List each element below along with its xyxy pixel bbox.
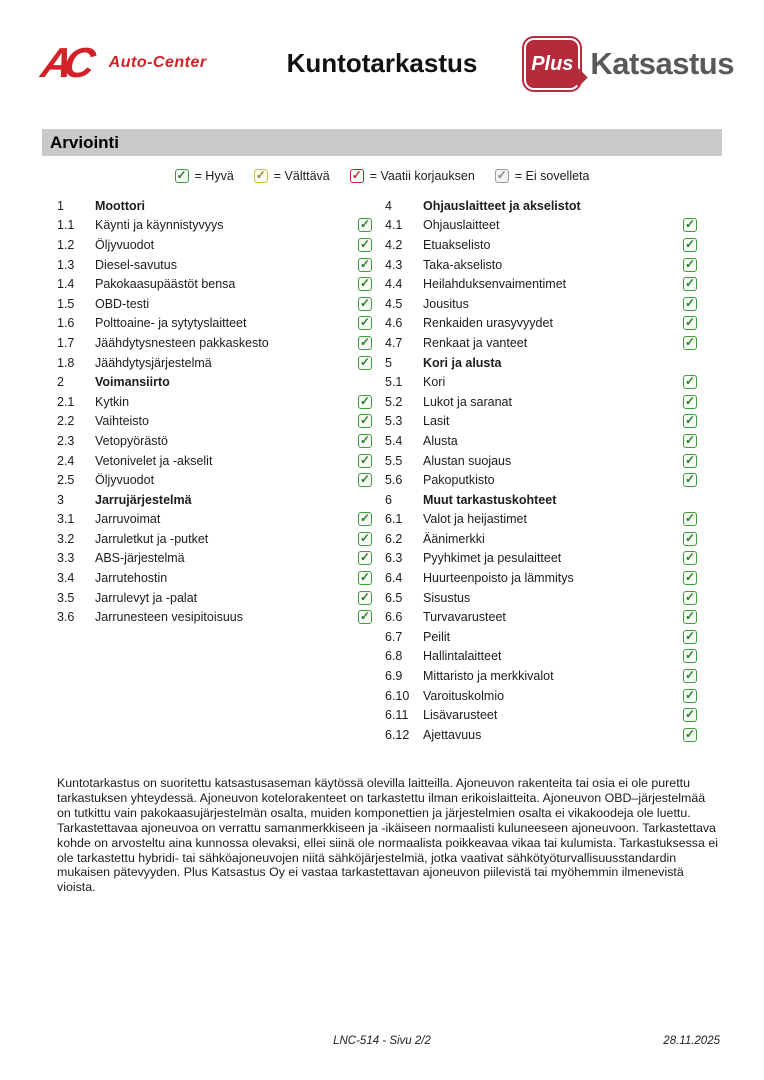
checklist-row	[385, 725, 697, 745]
legend	[0, 169, 764, 183]
item-number: 6	[385, 492, 392, 507]
item-number: 2.3	[57, 433, 75, 448]
item-label: Ohjauslaitteet ja akselistot	[423, 198, 581, 213]
item-label: Lisävarusteet	[423, 708, 498, 723]
status-checkbox-good-icon	[358, 316, 372, 330]
checklist-row	[385, 627, 697, 647]
status-checkbox-good-icon	[358, 434, 372, 448]
item-number: 4.2	[385, 237, 403, 252]
item-label: Kori ja alusta	[423, 355, 502, 370]
item-number: 1	[57, 198, 64, 213]
checklist-row	[385, 568, 697, 588]
checklist-row	[57, 353, 372, 373]
item-label: Jarrunesteen vesipitoisuus	[95, 610, 243, 625]
checklist-row	[385, 412, 697, 432]
item-number: 2.5	[57, 473, 75, 488]
legend-label: = Välttävä	[273, 169, 330, 183]
status-checkbox-good-icon	[683, 728, 697, 742]
plus-katsastus-logo	[524, 38, 734, 90]
legend-checkbox-good-icon	[175, 169, 189, 183]
item-label: Kytkin	[95, 394, 130, 409]
item-number: 5.1	[385, 375, 403, 390]
item-number: 6.3	[385, 551, 403, 566]
item-label: Vaihteisto	[95, 414, 149, 429]
footer-date: 28.11.2025	[663, 1035, 720, 1047]
item-label: Ohjauslaitteet	[423, 218, 500, 233]
checklist-section-header	[385, 196, 697, 216]
item-number: 1.8	[57, 355, 75, 370]
checklist-row	[385, 705, 697, 725]
item-number: 4.5	[385, 296, 403, 311]
item-number: 3.1	[57, 512, 75, 527]
item-label: Kori	[423, 375, 446, 390]
status-checkbox-good-icon	[683, 669, 697, 683]
status-checkbox-good-icon	[683, 454, 697, 468]
checklist-row	[385, 666, 697, 686]
status-checkbox-good-icon	[683, 336, 697, 350]
status-checkbox-good-icon	[358, 414, 372, 428]
checklist-row	[385, 451, 697, 471]
checklist-row	[385, 314, 697, 334]
checklist-row	[385, 510, 697, 530]
item-number: 6.4	[385, 571, 403, 586]
item-label: Huurteenpoisto ja lämmitys	[423, 571, 574, 586]
status-checkbox-good-icon	[683, 238, 697, 252]
item-label: Hallintalaitteet	[423, 649, 502, 664]
status-checkbox-good-icon	[683, 512, 697, 526]
checklist-column-left	[57, 196, 372, 745]
item-number: 5.3	[385, 414, 403, 429]
checklist-section-header	[57, 372, 372, 392]
footer-page-reference: LNC-514 - Sivu 2/2	[333, 1035, 431, 1047]
item-label: Pakoputkisto	[423, 473, 495, 488]
status-checkbox-good-icon	[683, 532, 697, 546]
item-number: 3.3	[57, 551, 75, 566]
item-number: 6.1	[385, 512, 403, 527]
item-number: 3.2	[57, 531, 75, 546]
checklist-row	[57, 470, 372, 490]
checklist-row	[57, 392, 372, 412]
item-number: 4	[385, 198, 392, 213]
item-label: Alustan suojaus	[423, 453, 512, 468]
checklist-row	[385, 372, 697, 392]
checklist-row	[57, 588, 372, 608]
legend-item-good	[175, 169, 234, 183]
checklist-row	[385, 274, 697, 294]
item-label: Renkaat ja vanteet	[423, 335, 528, 350]
katsastus-logo-text: Katsastus	[590, 46, 734, 81]
checklist-row	[385, 686, 697, 706]
item-number: 2.2	[57, 414, 75, 429]
checklist-row	[57, 607, 372, 627]
item-label: Muut tarkastuskohteet	[423, 492, 557, 507]
item-number: 4.4	[385, 277, 403, 292]
item-label: Pyyhkimet ja pesulaitteet	[423, 551, 562, 566]
item-label: Öljyvuodot	[95, 237, 155, 252]
legend-checkbox-na-icon	[495, 169, 509, 183]
item-label: Öljyvuodot	[95, 473, 155, 488]
auto-center-logo-text: Auto-Center	[108, 54, 207, 71]
status-checkbox-good-icon	[683, 277, 697, 291]
item-label: Peilit	[423, 629, 451, 644]
item-number: 6.7	[385, 629, 403, 644]
item-number: 1.7	[57, 335, 75, 350]
status-checkbox-good-icon	[683, 375, 697, 389]
status-checkbox-good-icon	[358, 473, 372, 487]
item-label: Valot ja heijastimet	[423, 512, 527, 527]
legend-item-fair	[254, 169, 330, 183]
checklist-row	[57, 216, 372, 236]
legend-checkbox-repair-icon	[350, 169, 364, 183]
status-checkbox-good-icon	[358, 395, 372, 409]
status-checkbox-good-icon	[358, 238, 372, 252]
item-label: Moottori	[95, 198, 145, 213]
item-label: Alusta	[423, 433, 458, 448]
checklist-row	[57, 412, 372, 432]
status-checkbox-good-icon	[358, 297, 372, 311]
status-checkbox-good-icon	[358, 356, 372, 370]
item-label: Jäähdytysjärjestelmä	[95, 355, 212, 370]
section-header-arviointi: Arviointi	[42, 129, 722, 156]
item-number: 6.9	[385, 669, 403, 684]
checklist-section-header	[385, 353, 697, 373]
status-checkbox-good-icon	[358, 277, 372, 291]
item-label: Jarrujärjestelmä	[95, 492, 192, 507]
item-number: 3.6	[57, 610, 75, 625]
item-label: ABS-järjestelmä	[95, 551, 185, 566]
item-label: Heilahduksenvaimentimet	[423, 277, 567, 292]
status-checkbox-good-icon	[683, 610, 697, 624]
checklist-row	[57, 235, 372, 255]
item-label: Taka-akselisto	[423, 257, 503, 272]
item-number: 1.2	[57, 237, 75, 252]
item-label: Jousitus	[423, 296, 469, 311]
legend-label: = Ei sovelleta	[514, 169, 590, 183]
item-label: Lasit	[423, 414, 450, 429]
status-checkbox-good-icon	[358, 532, 372, 546]
status-checkbox-good-icon	[358, 218, 372, 232]
auto-center-logo-icon: AC	[37, 39, 91, 86]
item-label: Voimansiirto	[95, 375, 170, 390]
item-label: Käynti ja käynnistyvyys	[95, 218, 224, 233]
item-number: 6.8	[385, 649, 403, 664]
checklist-row	[385, 333, 697, 353]
item-label: Vetonivelet ja -akselit	[95, 453, 213, 468]
legend-checkbox-fair-icon	[254, 169, 268, 183]
item-number: 1.5	[57, 296, 75, 311]
item-number: 3.5	[57, 590, 75, 605]
checklist-section-header	[57, 196, 372, 216]
item-number: 4.6	[385, 316, 403, 331]
status-checkbox-good-icon	[683, 218, 697, 232]
item-label: Jarrutehostin	[95, 571, 168, 586]
item-number: 1.4	[57, 277, 75, 292]
status-checkbox-good-icon	[683, 630, 697, 644]
item-label: Diesel-savutus	[95, 257, 177, 272]
status-checkbox-good-icon	[683, 591, 697, 605]
item-number: 4.7	[385, 335, 403, 350]
item-label: Varoituskolmio	[423, 688, 505, 703]
item-label: OBD-testi	[95, 296, 150, 311]
checklist-row	[385, 529, 697, 549]
status-checkbox-good-icon	[683, 689, 697, 703]
checklist-section-header	[385, 490, 697, 510]
checklist-row	[385, 647, 697, 667]
status-checkbox-good-icon	[683, 434, 697, 448]
item-number: 6.10	[385, 688, 410, 703]
checklist-row	[385, 216, 697, 236]
status-checkbox-good-icon	[683, 258, 697, 272]
item-label: Mittaristo ja merkkivalot	[423, 669, 554, 684]
checklist-row	[57, 333, 372, 353]
item-label: Jarruletkut ja -putket	[95, 531, 209, 546]
legend-label: = Hyvä	[194, 169, 234, 183]
checklist-row	[57, 431, 372, 451]
checklist-row	[385, 607, 697, 627]
checklist-row	[385, 470, 697, 490]
item-number: 6.2	[385, 531, 403, 546]
checklist-row	[57, 451, 372, 471]
checklist-row	[385, 294, 697, 314]
checklist-row	[57, 510, 372, 530]
status-checkbox-good-icon	[358, 454, 372, 468]
status-checkbox-good-icon	[683, 571, 697, 585]
item-number: 5.2	[385, 394, 403, 409]
item-label: Polttoaine- ja sytytyslaitteet	[95, 316, 247, 331]
legend-label: = Vaatii korjauksen	[369, 169, 475, 183]
item-number: 4.3	[385, 257, 403, 272]
item-label: Etuakselisto	[423, 237, 491, 252]
item-number: 3.4	[57, 571, 75, 586]
status-checkbox-good-icon	[683, 649, 697, 663]
status-checkbox-good-icon	[358, 512, 372, 526]
item-number: 6.11	[385, 708, 409, 723]
item-label: Lukot ja saranat	[423, 394, 512, 409]
item-label: Sisustus	[423, 590, 471, 605]
checklist-row	[385, 392, 697, 412]
status-checkbox-good-icon	[683, 395, 697, 409]
item-label: Renkaiden urasyvyydet	[423, 316, 553, 331]
status-checkbox-good-icon	[683, 551, 697, 565]
item-number: 5.5	[385, 453, 403, 468]
status-checkbox-good-icon	[358, 551, 372, 565]
checklist-row	[385, 255, 697, 275]
item-label: Jarruvoimat	[95, 512, 161, 527]
checklist-row	[57, 529, 372, 549]
checklist-row	[57, 294, 372, 314]
checklist	[57, 196, 697, 745]
item-label: Pakokaasupäästöt bensa	[95, 277, 236, 292]
checklist-row	[385, 235, 697, 255]
item-number: 5.4	[385, 433, 403, 448]
plus-badge-icon	[524, 38, 580, 90]
item-number: 6.6	[385, 610, 403, 625]
legend-item-repair	[350, 169, 475, 183]
item-label: Turvavarusteet	[423, 610, 506, 625]
status-checkbox-good-icon	[358, 610, 372, 624]
status-checkbox-good-icon	[358, 258, 372, 272]
checklist-row	[385, 431, 697, 451]
item-number: 6.12	[385, 727, 410, 742]
item-label: Ajettavuus	[423, 727, 482, 742]
item-number: 2.1	[57, 394, 75, 409]
plus-badge-text: Plus	[531, 52, 574, 75]
checklist-column-right	[385, 196, 697, 745]
checklist-section-header	[57, 490, 372, 510]
checklist-row	[57, 255, 372, 275]
item-label: Jäähdytysnesteen pakkaskesto	[95, 335, 269, 350]
legend-item-na	[495, 169, 590, 183]
status-checkbox-good-icon	[683, 414, 697, 428]
item-number: 1.3	[57, 257, 75, 272]
status-checkbox-good-icon	[683, 316, 697, 330]
page-title: Kuntotarkastus	[286, 48, 478, 78]
checklist-row	[385, 588, 697, 608]
status-checkbox-good-icon	[683, 297, 697, 311]
checklist-row	[385, 549, 697, 569]
item-label: Vetopyörästö	[95, 433, 168, 448]
status-checkbox-good-icon	[358, 336, 372, 350]
item-number: 1.1	[57, 218, 75, 233]
item-number: 1.6	[57, 316, 75, 331]
item-label: Jarrulevyt ja -palat	[95, 590, 198, 605]
item-number: 6.5	[385, 590, 403, 605]
checklist-row	[57, 314, 372, 334]
checklist-row	[57, 274, 372, 294]
item-number: 5	[385, 355, 392, 370]
item-number: 5.6	[385, 473, 403, 488]
item-number: 2	[57, 375, 64, 390]
item-number: 3	[57, 492, 64, 507]
item-number: 2.4	[57, 453, 75, 468]
checklist-row	[57, 568, 372, 588]
item-label: Äänimerkki	[423, 531, 485, 546]
item-number: 4.1	[385, 218, 403, 233]
status-checkbox-good-icon	[683, 473, 697, 487]
status-checkbox-good-icon	[358, 571, 372, 585]
disclaimer-text: Kuntotarkastus on suoritettu katsastusaseman käytössä olevilla laitteilla. Ajoneuvon rakenteita tai osia ei ole purettu tarkastuksen yhteydessä. Ajoneuvon kotelorakenteet on tarkastettu ilman erikoislaitteita. Ajoneuvon OBD–järjestelmää on tutkittu vain pakokaasujärjestelmän osalta, muiden komponettien ja järjestelmien osalta ei vikakoodeja ole luettu. Tarkastettavaa ajoneuvoa on verrattu samanmerkkiseen ja -ikäiseen normaalisti kuluneeseen ajoneuvoon. Tarkastettava kohde on arvosteltu aina kunnossa olevaksi, ellei siinä ole normaalista poikkeavaa vikaa tai kulumista. Tarkastuksessa ei ole tarkastettu hybridi- tai sähköajoneuvojen niitä sähköjärjestelmiä, jotka vaativat sähkötyöturvallisuusstandardin mukaisen pätevyyden. Plus Katsastus Oy ei vastaa tarkastettavan ajoneuvon piilevistä tai myöhemmin ilmenevistä vioista.	[57, 776, 718, 895]
status-checkbox-good-icon	[683, 708, 697, 722]
status-checkbox-good-icon	[358, 591, 372, 605]
checklist-row	[57, 549, 372, 569]
